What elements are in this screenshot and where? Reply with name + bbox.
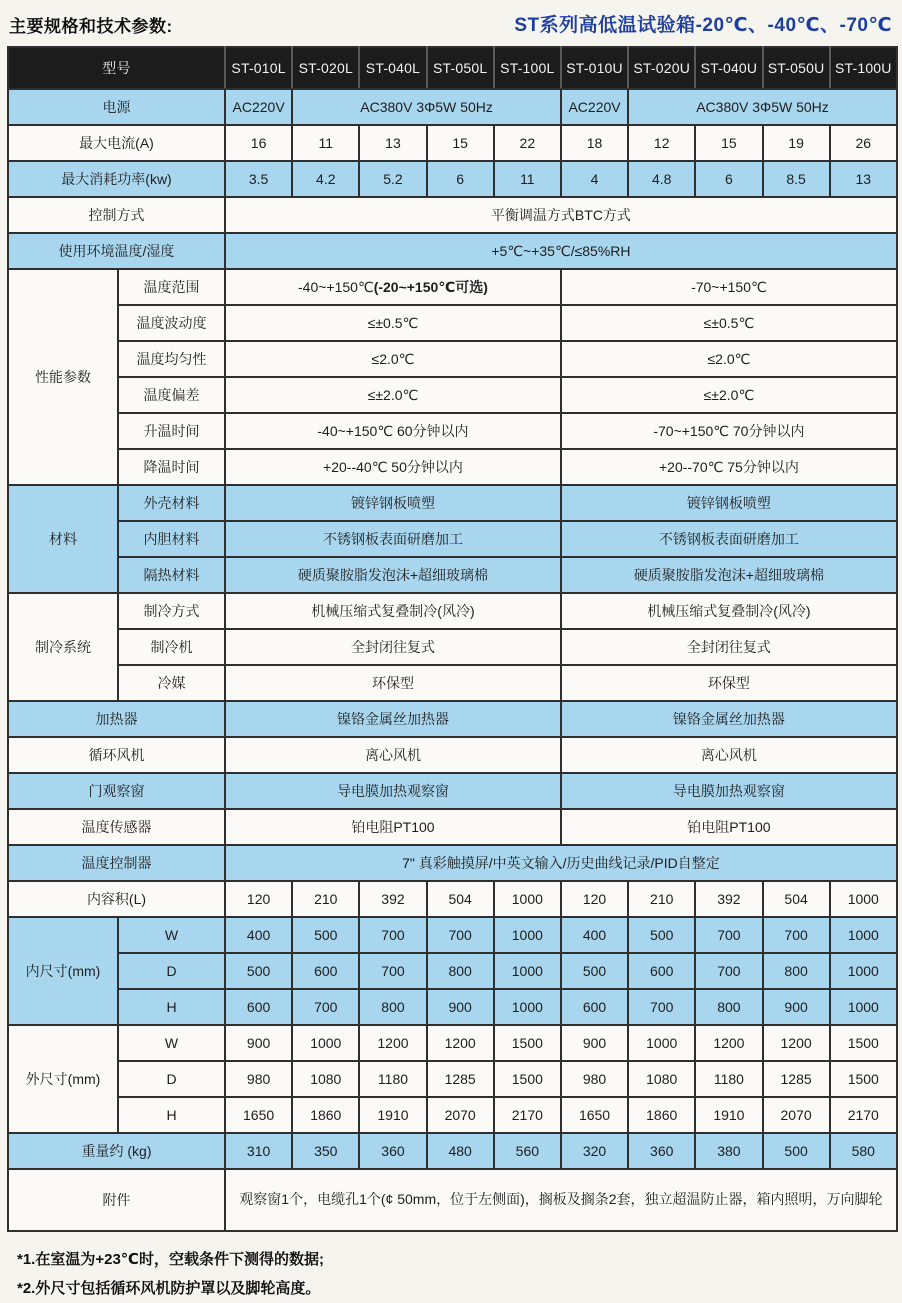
half-value-cell: 硬质聚胺脂发泡沫+超细玻璃棉 [225, 557, 561, 593]
half-value-cell: -70~+150℃ 70分钟以内 [561, 413, 897, 449]
heater-row [8, 701, 897, 737]
value-cell: 1650 [225, 1097, 292, 1133]
half-value-cell: 机械压缩式复叠制冷(风冷) [561, 593, 897, 629]
value-cell: 400 [225, 917, 292, 953]
value-cell: 1910 [695, 1097, 762, 1133]
model-header-cell: ST-050L [427, 47, 494, 89]
half-value-cell: 镍铬金属丝加热器 [561, 701, 897, 737]
value-cell: 1500 [830, 1025, 897, 1061]
model-header-row [8, 47, 897, 89]
sub-label: 冷媒 [118, 665, 225, 701]
spec-table [7, 46, 898, 1232]
value-cell: 392 [359, 881, 426, 917]
half-value-cell: 导电膜加热观察窗 [561, 773, 897, 809]
sensor-row [8, 809, 897, 845]
value-cell: 500 [628, 917, 695, 953]
value-cell: 700 [695, 953, 762, 989]
value-cell: 1200 [695, 1025, 762, 1061]
value-cell: 1000 [292, 1025, 359, 1061]
volume-row [8, 881, 897, 917]
value-cell: 1000 [830, 989, 897, 1025]
sub-label: 制冷机 [118, 629, 225, 665]
inner-dim-row-w [8, 917, 897, 953]
value-cell: 700 [292, 989, 359, 1025]
model-header-cell: ST-100L [494, 47, 561, 89]
sub-label: 温度波动度 [118, 305, 225, 341]
value-cell: 22 [494, 125, 561, 161]
title-bar [7, 8, 896, 46]
half-value-cell: 机械压缩式复叠制冷(风冷) [225, 593, 561, 629]
value-cell: 1000 [628, 1025, 695, 1061]
value-cell: 1500 [494, 1061, 561, 1097]
power-row [8, 89, 897, 125]
sub-label: 隔热材料 [118, 557, 225, 593]
value-cell: 800 [427, 953, 494, 989]
value-cell: 19 [763, 125, 830, 161]
value-cell: 1910 [359, 1097, 426, 1133]
value-cell: 400 [561, 917, 628, 953]
refrig-row-compressor [8, 629, 897, 665]
value-cell: 500 [225, 953, 292, 989]
model-header-cell: ST-040U [695, 47, 762, 89]
value-cell: 1200 [359, 1025, 426, 1061]
half-value-cell: 全封闭往复式 [225, 629, 561, 665]
row-label: 门观察窗 [8, 773, 225, 809]
value-cell: 700 [427, 917, 494, 953]
value-cell: 1650 [561, 1097, 628, 1133]
group-label: 性能参数 [8, 269, 118, 485]
value-cell: 700 [628, 989, 695, 1025]
value-cell: 1080 [628, 1061, 695, 1097]
material-row-liner [8, 521, 897, 557]
value-cell: 5.2 [359, 161, 426, 197]
value-cell: 310 [225, 1133, 292, 1169]
value-cell: 1000 [494, 989, 561, 1025]
fan-row [8, 737, 897, 773]
controller-row [8, 845, 897, 881]
sub-label: H [118, 1097, 225, 1133]
value-cell: 2170 [494, 1097, 561, 1133]
material-row-insulation [8, 557, 897, 593]
value-cell: 1180 [359, 1061, 426, 1097]
footnote-2: *2.外尺寸包括循环风机防护罩以及脚轮高度。 [17, 1275, 896, 1303]
row-label: 循环风机 [8, 737, 225, 773]
value-cell: 11 [292, 125, 359, 161]
row-label: 电源 [8, 89, 225, 125]
series-title: ST系列高低温试验箱-20℃、-40℃、-70℃ [514, 10, 892, 37]
half-value-cell: ≤±0.5℃ [225, 305, 561, 341]
model-header-cell: ST-010U [561, 47, 628, 89]
value-cell: 600 [292, 953, 359, 989]
value-cell: 600 [225, 989, 292, 1025]
half-value-cell: 镀锌钢板喷塑 [225, 485, 561, 521]
value-cell: 380 [695, 1133, 762, 1169]
half-value-cell: 环保型 [561, 665, 897, 701]
half-value-cell: -40~+150℃ 60分钟以内 [225, 413, 561, 449]
outer-dim-row-w [8, 1025, 897, 1061]
value-cell: 1285 [763, 1061, 830, 1097]
value-cell: 210 [292, 881, 359, 917]
value-cell: 4.2 [292, 161, 359, 197]
value-cell: 480 [427, 1133, 494, 1169]
value-cell: 1080 [292, 1061, 359, 1097]
half-value-cell: 环保型 [225, 665, 561, 701]
max-current-row [8, 125, 897, 161]
refrig-row-refrigerant [8, 665, 897, 701]
span-value-cell: +5℃~+35℃/≤85%RH [225, 233, 897, 269]
perf-row-deviation [8, 377, 897, 413]
perf-row-uniformity [8, 341, 897, 377]
sub-label: D [118, 953, 225, 989]
value-cell: 13 [830, 161, 897, 197]
row-label: 重量约 (kg) [8, 1133, 225, 1169]
value-cell: 900 [427, 989, 494, 1025]
power-cell: AC220V [561, 89, 628, 125]
value-cell: 8.5 [763, 161, 830, 197]
power-cell: AC220V [225, 89, 292, 125]
row-label: 最大消耗功率(kw) [8, 161, 225, 197]
value-cell: 26 [830, 125, 897, 161]
value-cell: 1200 [427, 1025, 494, 1061]
value-cell: 1180 [695, 1061, 762, 1097]
value-cell: 980 [561, 1061, 628, 1097]
row-label: 最大电流(A) [8, 125, 225, 161]
ambient-row [8, 233, 897, 269]
half-value-cell [225, 269, 561, 305]
half-value-cell: 镀锌钢板喷塑 [561, 485, 897, 521]
value-cell: 504 [427, 881, 494, 917]
half-value-cell: 导电膜加热观察窗 [225, 773, 561, 809]
sub-label: W [118, 917, 225, 953]
perf-row-temp-range [8, 269, 897, 305]
value-cell: 15 [427, 125, 494, 161]
footnotes [17, 1246, 896, 1303]
temp-range-option: (-20~+150℃可选) [374, 279, 488, 295]
value-cell: 900 [763, 989, 830, 1025]
value-cell: 700 [763, 917, 830, 953]
refrig-row-method [8, 593, 897, 629]
value-cell: 1000 [494, 917, 561, 953]
sub-label: D [118, 1061, 225, 1097]
value-cell: 1285 [427, 1061, 494, 1097]
half-value-cell: 离心风机 [225, 737, 561, 773]
half-value-cell: ≤2.0℃ [225, 341, 561, 377]
value-cell: 504 [763, 881, 830, 917]
temp-range-left: -40~+150℃ [298, 279, 374, 295]
footnote-1: *1.在室温为+23℃时，空载条件下测得的数据; [17, 1246, 896, 1275]
half-value-cell: ≤±0.5℃ [561, 305, 897, 341]
value-cell: 1860 [292, 1097, 359, 1133]
half-value-cell: 不锈钢板表面研磨加工 [225, 521, 561, 557]
perf-row-fluctuation [8, 305, 897, 341]
value-cell: 320 [561, 1133, 628, 1169]
row-label: 温度传感器 [8, 809, 225, 845]
value-cell: 800 [695, 989, 762, 1025]
value-cell: 700 [359, 953, 426, 989]
half-value-cell: -70~+150℃ [561, 269, 897, 305]
group-label: 外尺寸(mm) [8, 1025, 118, 1133]
value-cell: 500 [763, 1133, 830, 1169]
value-cell: 1500 [494, 1025, 561, 1061]
half-value-cell: 铂电阻PT100 [225, 809, 561, 845]
value-cell: 1500 [830, 1061, 897, 1097]
sub-label: 温度范围 [118, 269, 225, 305]
value-cell: 600 [628, 953, 695, 989]
value-cell: 900 [225, 1025, 292, 1061]
value-cell: 500 [292, 917, 359, 953]
model-header-cell: ST-020U [628, 47, 695, 89]
value-cell: 2070 [427, 1097, 494, 1133]
value-cell: 360 [359, 1133, 426, 1169]
outer-dim-row-h [8, 1097, 897, 1133]
value-cell: 2070 [763, 1097, 830, 1133]
inner-dim-row-h [8, 989, 897, 1025]
model-header-cell: ST-040L [359, 47, 426, 89]
sub-label: 降温时间 [118, 449, 225, 485]
value-cell: 120 [561, 881, 628, 917]
row-label: 控制方式 [8, 197, 225, 233]
value-cell: 11 [494, 161, 561, 197]
sub-label: 温度均匀性 [118, 341, 225, 377]
inner-dim-row-d [8, 953, 897, 989]
half-value-cell: 不锈钢板表面研磨加工 [561, 521, 897, 557]
value-cell: 1000 [830, 917, 897, 953]
group-label: 内尺寸(mm) [8, 917, 118, 1025]
value-cell: 350 [292, 1133, 359, 1169]
span-value-cell: 平衡调温方式BTC方式 [225, 197, 897, 233]
power-cell: AC380V 3Φ5W 50Hz [628, 89, 897, 125]
value-cell: 500 [561, 953, 628, 989]
value-cell: 580 [830, 1133, 897, 1169]
value-cell: 600 [561, 989, 628, 1025]
window-row [8, 773, 897, 809]
group-label: 制冷系统 [8, 593, 118, 701]
value-cell: 6 [427, 161, 494, 197]
sub-label: 外壳材料 [118, 485, 225, 521]
value-cell: 120 [225, 881, 292, 917]
perf-row-heatup [8, 413, 897, 449]
weight-row [8, 1133, 897, 1169]
outer-dim-row-d [8, 1061, 897, 1097]
sub-label: H [118, 989, 225, 1025]
value-cell: 18 [561, 125, 628, 161]
accessories-row [8, 1169, 897, 1231]
value-cell: 4 [561, 161, 628, 197]
value-cell: 800 [359, 989, 426, 1025]
value-cell: 700 [359, 917, 426, 953]
value-cell: 1860 [628, 1097, 695, 1133]
model-header-cell: ST-010L [225, 47, 292, 89]
sub-label: 内胆材料 [118, 521, 225, 557]
accessories-value: 观察窗1个，电缆孔1个(¢ 50mm，位于左侧面)，搁板及搁条2套，独立超温防止器，箱内照明，万向脚轮 [225, 1169, 897, 1231]
value-cell: 15 [695, 125, 762, 161]
perf-row-cooldown [8, 449, 897, 485]
half-value-cell: +20--70℃ 75分钟以内 [561, 449, 897, 485]
half-value-cell: 硬质聚胺脂发泡沫+超细玻璃棉 [561, 557, 897, 593]
value-cell: 1200 [763, 1025, 830, 1061]
max-power-row [8, 161, 897, 197]
value-cell: 360 [628, 1133, 695, 1169]
value-cell: 3.5 [225, 161, 292, 197]
value-cell: 1000 [494, 881, 561, 917]
value-cell: 900 [561, 1025, 628, 1061]
half-value-cell: 全封闭往复式 [561, 629, 897, 665]
model-header-cell: ST-100U [830, 47, 897, 89]
model-header-cell: ST-050U [763, 47, 830, 89]
value-cell: 13 [359, 125, 426, 161]
sub-label: 制冷方式 [118, 593, 225, 629]
half-value-cell: 铂电阻PT100 [561, 809, 897, 845]
value-cell: 700 [695, 917, 762, 953]
sub-label: W [118, 1025, 225, 1061]
half-value-cell: ≤±2.0℃ [225, 377, 561, 413]
half-value-cell: 镍铬金属丝加热器 [225, 701, 561, 737]
control-mode-row [8, 197, 897, 233]
value-cell: 800 [763, 953, 830, 989]
value-cell: 1000 [494, 953, 561, 989]
value-cell: 1000 [830, 881, 897, 917]
value-cell: 4.8 [628, 161, 695, 197]
group-label: 材料 [8, 485, 118, 593]
row-label: 使用环境温度/湿度 [8, 233, 225, 269]
row-label: 附件 [8, 1169, 225, 1231]
value-cell: 560 [494, 1133, 561, 1169]
row-label: 温度控制器 [8, 845, 225, 881]
value-cell: 392 [695, 881, 762, 917]
model-row-label: 型号 [8, 47, 225, 89]
half-value-cell: ≤±2.0℃ [561, 377, 897, 413]
model-header-cell: ST-020L [292, 47, 359, 89]
value-cell: 16 [225, 125, 292, 161]
row-label: 加热器 [8, 701, 225, 737]
value-cell: 2170 [830, 1097, 897, 1133]
value-cell: 12 [628, 125, 695, 161]
page-title: 主要规格和技术参数: [9, 12, 173, 37]
sub-label: 升温时间 [118, 413, 225, 449]
power-cell: AC380V 3Φ5W 50Hz [292, 89, 561, 125]
span-value-cell: 7" 真彩触摸屏/中英文输入/历史曲线记录/PID自整定 [225, 845, 897, 881]
half-value-cell: +20--40℃ 50分钟以内 [225, 449, 561, 485]
value-cell: 980 [225, 1061, 292, 1097]
half-value-cell: 离心风机 [561, 737, 897, 773]
row-label: 内容积(L) [8, 881, 225, 917]
half-value-cell: ≤2.0℃ [561, 341, 897, 377]
material-row-shell [8, 485, 897, 521]
value-cell: 6 [695, 161, 762, 197]
sub-label: 温度偏差 [118, 377, 225, 413]
value-cell: 1000 [830, 953, 897, 989]
value-cell: 210 [628, 881, 695, 917]
